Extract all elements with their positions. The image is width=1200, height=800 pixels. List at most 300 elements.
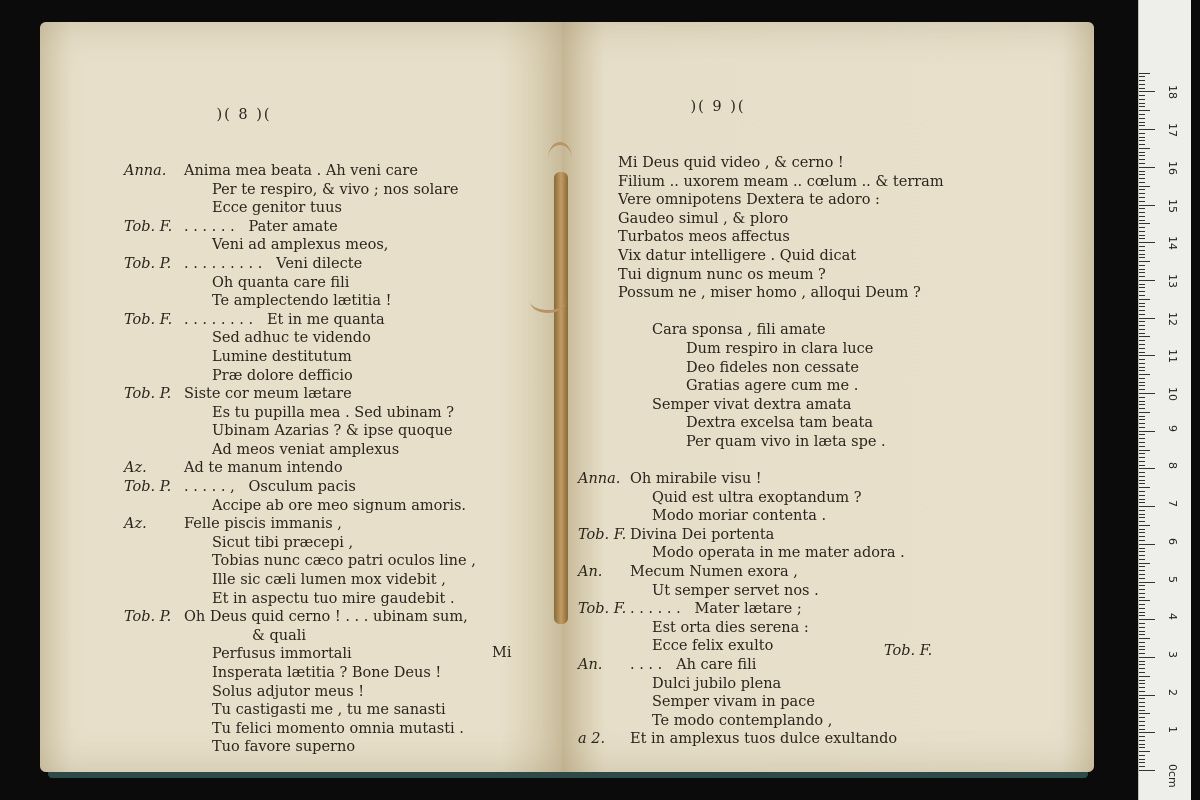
text-line — [618, 712, 944, 731]
line-text: Ubinam Azarias ? & ipse quoque — [212, 423, 453, 440]
ruler-tick — [1139, 144, 1145, 145]
text-line — [124, 385, 476, 404]
line-text: Est orta dies serena : — [652, 619, 809, 636]
ruler-tick — [1139, 646, 1145, 647]
ruler-tick — [1139, 729, 1145, 730]
ruler-tick — [1139, 649, 1145, 650]
ruler-tick — [1139, 84, 1145, 85]
catchword: Tob. F. — [884, 643, 933, 659]
speaker-label: Az. — [124, 460, 147, 477]
line-text: Semper vivam in pace — [652, 694, 815, 711]
line-text: Semper vivat dextra amata — [652, 396, 852, 413]
ruler-tick — [1139, 619, 1155, 620]
ruler-tick — [1139, 201, 1145, 202]
catchword: Mi — [492, 645, 512, 661]
text-line — [172, 720, 476, 739]
speaker-label: a 2. — [578, 731, 606, 748]
speaker-label: Tob. P. — [124, 255, 172, 272]
speaker-label: Tob. F. — [578, 526, 627, 543]
text-line — [172, 534, 476, 553]
ruler-tick — [1139, 182, 1145, 183]
line-text: Te modo contemplando , — [652, 712, 833, 729]
text-line — [172, 627, 476, 646]
text-line — [618, 284, 944, 303]
line-text: Per te respiro, & vivo ; nos solare — [212, 181, 459, 198]
line-text: Tu felici momento omnia mutasti . — [212, 720, 464, 737]
text-line — [618, 507, 944, 526]
ruler-tick — [1139, 148, 1150, 149]
page-number: )( 9 )( — [690, 99, 746, 116]
ruler-tick — [1139, 631, 1145, 632]
line-text: Es tu pupilla mea . Sed ubinam ? — [212, 404, 455, 421]
text-line — [172, 701, 476, 720]
ruler-tick — [1139, 540, 1145, 541]
line-text: . . . . Ah care fili — [630, 657, 757, 673]
speaker-label: Anna. — [124, 162, 167, 179]
ruler-tick — [1139, 751, 1150, 752]
ruler-tick — [1139, 710, 1145, 711]
text-line — [124, 515, 476, 534]
ruler-tick — [1139, 238, 1145, 239]
ruler-tick — [1139, 359, 1145, 360]
ruler-tick — [1139, 344, 1145, 345]
ruler-tick — [1139, 740, 1145, 741]
text-line — [172, 683, 476, 702]
text-line — [618, 359, 944, 378]
ruler-label: 14 — [1166, 236, 1179, 251]
ruler-label: 13 — [1166, 273, 1179, 288]
ruler-tick — [1139, 235, 1145, 236]
ruler-tick — [1139, 529, 1145, 530]
line-text: Dulci jubilo plena — [652, 675, 782, 692]
speaker-label: Tob. P. — [124, 386, 172, 403]
ruler-tick — [1139, 125, 1145, 126]
ruler-tick — [1139, 582, 1155, 583]
line-text: . . . . . . . . Et in me quanta — [184, 311, 385, 328]
ruler-tick — [1139, 193, 1145, 194]
ruler-tick — [1139, 257, 1145, 258]
text-line — [124, 478, 476, 497]
ruler-tick — [1139, 713, 1150, 714]
text-line — [618, 619, 944, 638]
ruler-tick — [1139, 627, 1145, 628]
line-text: Cara sponsa , fili amate — [652, 322, 826, 339]
speaker-label: Tob. P. — [124, 479, 172, 496]
speaker-label: Tob. F. — [578, 601, 627, 618]
ruler-tick — [1139, 427, 1145, 428]
ruler-tick — [1139, 517, 1145, 518]
ruler-tick — [1139, 269, 1145, 270]
text-line — [618, 489, 944, 508]
ruler-tick — [1139, 80, 1145, 81]
ruler-tick — [1139, 231, 1145, 232]
speaker-label: An. — [578, 564, 603, 581]
ruler-label: 16 — [1166, 160, 1179, 175]
ruler-tick — [1139, 110, 1150, 111]
ruler-tick — [1139, 691, 1145, 692]
ruler-tick — [1139, 114, 1145, 115]
line-text: . . . . . , Osculum pacis — [184, 479, 356, 496]
line-text: Quid est ultra exoptandum ? — [652, 489, 862, 506]
ruler-tick — [1139, 702, 1145, 703]
ruler-label: 17 — [1166, 123, 1179, 138]
ruler-label: 10 — [1166, 387, 1179, 401]
ruler-tick — [1139, 303, 1145, 304]
ruler-tick — [1139, 438, 1145, 439]
ruler-tick — [1139, 680, 1145, 681]
ruler-tick — [1139, 389, 1145, 390]
ruler-tick — [1139, 457, 1145, 458]
ruler-tick — [1139, 725, 1145, 726]
line-text: Veni ad amplexus meos, — [212, 237, 389, 254]
ruler-tick — [1139, 152, 1145, 153]
ruler-tick — [1139, 99, 1145, 100]
text-line — [172, 329, 476, 348]
line-text: Tu castigasti me , tu me sanasti — [212, 702, 446, 719]
ruler-label: 11 — [1166, 349, 1179, 364]
ruler-tick — [1139, 600, 1150, 601]
text-line — [578, 526, 944, 545]
text-line — [124, 255, 476, 274]
ruler-tick — [1139, 544, 1155, 545]
ruler-tick — [1139, 189, 1145, 190]
ruler-tick — [1139, 397, 1145, 398]
text-line — [124, 459, 476, 478]
line-text: Accipe ab ore meo signum amoris. — [212, 497, 467, 514]
line-text: Modo operata in me mater adora . — [652, 545, 905, 562]
line-text: Felle piscis immanis , — [184, 516, 342, 533]
ruler-tick — [1139, 140, 1145, 141]
line-text: Turbatos meos affectus — [618, 229, 790, 246]
ruler-tick — [1139, 208, 1145, 209]
ruler-tick — [1139, 378, 1145, 379]
ruler-tick — [1139, 570, 1145, 571]
line-text: Per quam vivo in læta spe . — [686, 433, 886, 450]
ruler-label: 12 — [1166, 311, 1179, 326]
text-line — [172, 441, 476, 460]
line-text: Siste cor meum lætare — [184, 386, 352, 403]
ruler-tick — [1139, 284, 1145, 285]
ruler-tick — [1139, 480, 1145, 481]
ruler-tick — [1139, 352, 1145, 353]
ruler-tick — [1139, 318, 1155, 319]
ruler-tick — [1139, 223, 1150, 224]
text-line — [618, 451, 944, 470]
ruler-tick — [1139, 634, 1145, 635]
line-text: Tuo favore superno — [212, 739, 356, 756]
ruler-tick — [1139, 133, 1145, 134]
ruler-tick — [1139, 638, 1150, 639]
ruler-tick — [1139, 370, 1145, 371]
ruler-tick — [1139, 566, 1145, 567]
text-line — [172, 236, 476, 255]
text-line — [172, 497, 476, 516]
ruler-tick — [1139, 118, 1145, 119]
line-text: Gratias agere cum me . — [686, 378, 859, 395]
ruler-tick — [1139, 412, 1150, 413]
binding-thread — [554, 172, 568, 624]
ruler-tick — [1139, 374, 1150, 375]
ruler-tick — [1139, 759, 1145, 760]
page-number: )( 8 )( — [216, 107, 272, 124]
text-line — [172, 738, 476, 757]
text-line — [618, 321, 944, 340]
ruler-tick — [1139, 385, 1145, 386]
ruler-tick — [1139, 446, 1145, 447]
line-text: Perfusus immortali — [212, 646, 352, 663]
ruler-tick — [1139, 521, 1145, 522]
text-line — [618, 340, 944, 359]
ruler-tick — [1139, 250, 1145, 251]
ruler-tick — [1139, 589, 1145, 590]
ruler-tick — [1139, 197, 1145, 198]
ruler-tick — [1139, 174, 1145, 175]
ruler-tick — [1139, 695, 1155, 696]
ruler-tick — [1139, 155, 1145, 156]
text-line — [618, 693, 944, 712]
text-line — [172, 199, 476, 218]
ruler-tick — [1139, 548, 1145, 549]
ruler-tick — [1139, 220, 1145, 221]
ruler-tick — [1139, 423, 1145, 424]
ruler-tick — [1139, 612, 1145, 613]
ruler-tick — [1139, 254, 1145, 255]
text-line — [618, 191, 944, 210]
text-line — [618, 247, 944, 266]
ruler-tick — [1139, 310, 1145, 311]
ruler-tick — [1139, 434, 1145, 435]
line-text: Sed adhuc te videndo — [212, 330, 371, 347]
text-line — [618, 396, 944, 415]
ruler-label: 4 — [1166, 613, 1179, 621]
ruler-label: 15 — [1166, 198, 1179, 213]
text-line — [578, 470, 944, 489]
ruler-tick — [1139, 280, 1155, 281]
ruler-tick — [1139, 246, 1145, 247]
text-line — [618, 210, 944, 229]
ruler-tick — [1139, 129, 1155, 130]
text-line — [618, 303, 944, 322]
ruler-tick — [1139, 453, 1145, 454]
text-line — [172, 664, 476, 683]
ruler-tick — [1139, 325, 1145, 326]
ruler-tick — [1139, 261, 1150, 262]
ruler-tick — [1139, 653, 1145, 654]
line-text: Ecce felix exulto — [652, 638, 774, 655]
left-page-text — [124, 69, 476, 757]
ruler-tick — [1139, 329, 1145, 330]
ruler-tick — [1139, 401, 1145, 402]
thread-loop — [548, 142, 572, 175]
line-text: Dum respiro in clara luce — [686, 340, 874, 357]
line-text: Gaudeo simul , & ploro — [618, 210, 789, 227]
ruler-tick — [1139, 755, 1145, 756]
ruler-tick — [1139, 340, 1145, 341]
speaker-label: Tob. F. — [124, 218, 173, 235]
ruler-tick — [1139, 555, 1145, 556]
ruler-tick — [1139, 88, 1145, 89]
ruler-tick — [1139, 593, 1145, 594]
line-text: . . . . . . Mater lætare ; — [630, 601, 802, 618]
text-line — [618, 228, 944, 247]
line-text: Præ dolore defficio — [212, 367, 353, 384]
ruler-label: 18 — [1166, 85, 1179, 100]
ruler-tick — [1139, 766, 1145, 767]
text-line — [618, 377, 944, 396]
line-text: Oh quanta care fili — [212, 274, 350, 291]
ruler-tick — [1139, 186, 1150, 187]
measuring-ruler — [1138, 0, 1191, 800]
line-text: Sicut tibi præcepi , — [212, 534, 354, 551]
ruler-tick — [1139, 265, 1145, 266]
ruler-tick — [1139, 367, 1145, 368]
ruler-tick — [1139, 683, 1145, 684]
ruler-tick — [1139, 506, 1155, 507]
text-line — [172, 590, 476, 609]
line-text: Tobias nunc cæco patri oculos line , — [212, 553, 476, 570]
ruler-tick — [1139, 747, 1145, 748]
speaker-label: Tob. P. — [124, 609, 172, 626]
line-text: Ad meos veniat amplexus — [212, 441, 400, 458]
line-text: Et in amplexus tuos dulce exultando — [630, 731, 898, 748]
text-line — [172, 571, 476, 590]
ruler-tick — [1139, 404, 1145, 405]
ruler-tick — [1139, 642, 1145, 643]
line-text: Ad te manum intendo — [184, 460, 343, 477]
ruler-tick — [1139, 465, 1145, 466]
ruler-tick — [1139, 333, 1145, 334]
ruler-tick — [1139, 393, 1155, 394]
ruler-tick — [1139, 163, 1145, 164]
ruler-tick — [1139, 336, 1150, 337]
line-text: Oh Deus quid cerno ! . . . ubinam sum, — [184, 609, 468, 626]
ruler-label: 8 — [1166, 462, 1179, 470]
ruler-tick — [1139, 287, 1145, 288]
text-line — [172, 181, 476, 200]
text-line — [172, 274, 476, 293]
line-text: Vix datur intelligere . Quid dicat — [618, 247, 857, 264]
ruler-tick — [1139, 597, 1145, 598]
ruler-tick — [1139, 348, 1145, 349]
line-text: Deo fideles non cessate — [686, 359, 860, 376]
ruler-tick — [1139, 76, 1145, 77]
speaker-label: Anna. — [578, 471, 621, 488]
ruler-tick — [1139, 578, 1145, 579]
speaker-label: Az. — [124, 516, 147, 533]
ruler-tick — [1139, 442, 1145, 443]
text-line — [124, 218, 476, 237]
ruler-tick — [1139, 668, 1145, 669]
text-line — [124, 311, 476, 330]
text-line — [618, 433, 944, 452]
ruler-tick — [1139, 461, 1145, 462]
ruler-tick — [1139, 408, 1145, 409]
text-line — [578, 600, 944, 619]
ruler-tick — [1139, 732, 1155, 733]
ruler-tick — [1139, 122, 1145, 123]
line-text: & quali — [252, 627, 307, 644]
ruler-tick — [1139, 382, 1145, 383]
line-text: Solus adjutor meus ! — [212, 683, 365, 700]
speaker-label: An. — [578, 657, 603, 673]
ruler-tick — [1139, 604, 1145, 605]
ruler-tick — [1139, 276, 1145, 277]
ruler-tick — [1139, 721, 1145, 722]
text-line — [578, 730, 944, 749]
line-text: Anima mea beata . Ah veni care — [184, 162, 418, 179]
ruler-label: 6 — [1166, 537, 1179, 545]
ruler-label: 0cm — [1166, 764, 1179, 788]
ruler-tick — [1139, 661, 1145, 662]
ruler-tick — [1139, 574, 1145, 575]
ruler-tick — [1139, 483, 1145, 484]
ruler-tick — [1139, 744, 1145, 745]
ruler-tick — [1139, 623, 1145, 624]
thread-loop — [530, 290, 566, 313]
line-text: Te amplectendo lætitia ! — [212, 293, 392, 310]
ruler-tick — [1139, 91, 1155, 92]
line-text: Ecce genitor tuus — [212, 200, 342, 217]
ruler-tick — [1139, 431, 1155, 432]
ruler-label: 9 — [1166, 424, 1179, 432]
ruler-tick — [1139, 295, 1145, 296]
text-line — [618, 154, 944, 173]
ruler-label: 2 — [1166, 688, 1179, 696]
ruler-tick — [1139, 212, 1145, 213]
speaker-label: Tob. F. — [124, 311, 173, 328]
ruler-tick — [1139, 306, 1145, 307]
ruler-tick — [1139, 559, 1145, 560]
line-text: Lumine destitutum — [212, 348, 352, 365]
ruler-tick — [1139, 495, 1145, 496]
line-text: Filium .. uxorem meam .. cœlum .. & terram — [618, 173, 944, 190]
ruler-tick — [1139, 514, 1145, 515]
open-book — [36, 22, 1096, 778]
text-line — [172, 422, 476, 441]
ruler-tick — [1139, 502, 1145, 503]
ruler-tick — [1139, 532, 1145, 533]
ruler-tick — [1139, 476, 1145, 477]
ruler-tick — [1139, 73, 1150, 74]
ruler-tick — [1139, 178, 1145, 179]
line-text: Modo moriar contenta . — [652, 508, 827, 525]
ruler-label: 3 — [1166, 650, 1179, 658]
left-page — [40, 22, 564, 772]
text-line — [578, 563, 944, 582]
ruler-tick — [1139, 106, 1145, 107]
ruler-tick — [1139, 355, 1155, 356]
ruler-tick — [1139, 272, 1145, 273]
ruler-tick — [1139, 499, 1145, 500]
text-line — [618, 414, 944, 433]
line-text: Tui dignum nunc os meum ? — [618, 266, 826, 283]
ruler-tick — [1139, 487, 1150, 488]
line-text: Oh mirabile visu ! — [630, 471, 762, 488]
ruler-tick — [1139, 698, 1145, 699]
text-line — [124, 162, 476, 181]
ruler-tick — [1139, 736, 1145, 737]
ruler-tick — [1139, 551, 1145, 552]
ruler-tick — [1139, 563, 1150, 564]
ruler-tick — [1139, 321, 1145, 322]
line-text: . . . . . . . . . Veni dilecte — [184, 255, 363, 272]
ruler-tick — [1139, 472, 1145, 473]
text-line — [172, 367, 476, 386]
text-line — [618, 173, 944, 192]
ruler-tick — [1139, 676, 1150, 677]
ruler-tick — [1139, 216, 1145, 217]
ruler-tick — [1139, 717, 1145, 718]
